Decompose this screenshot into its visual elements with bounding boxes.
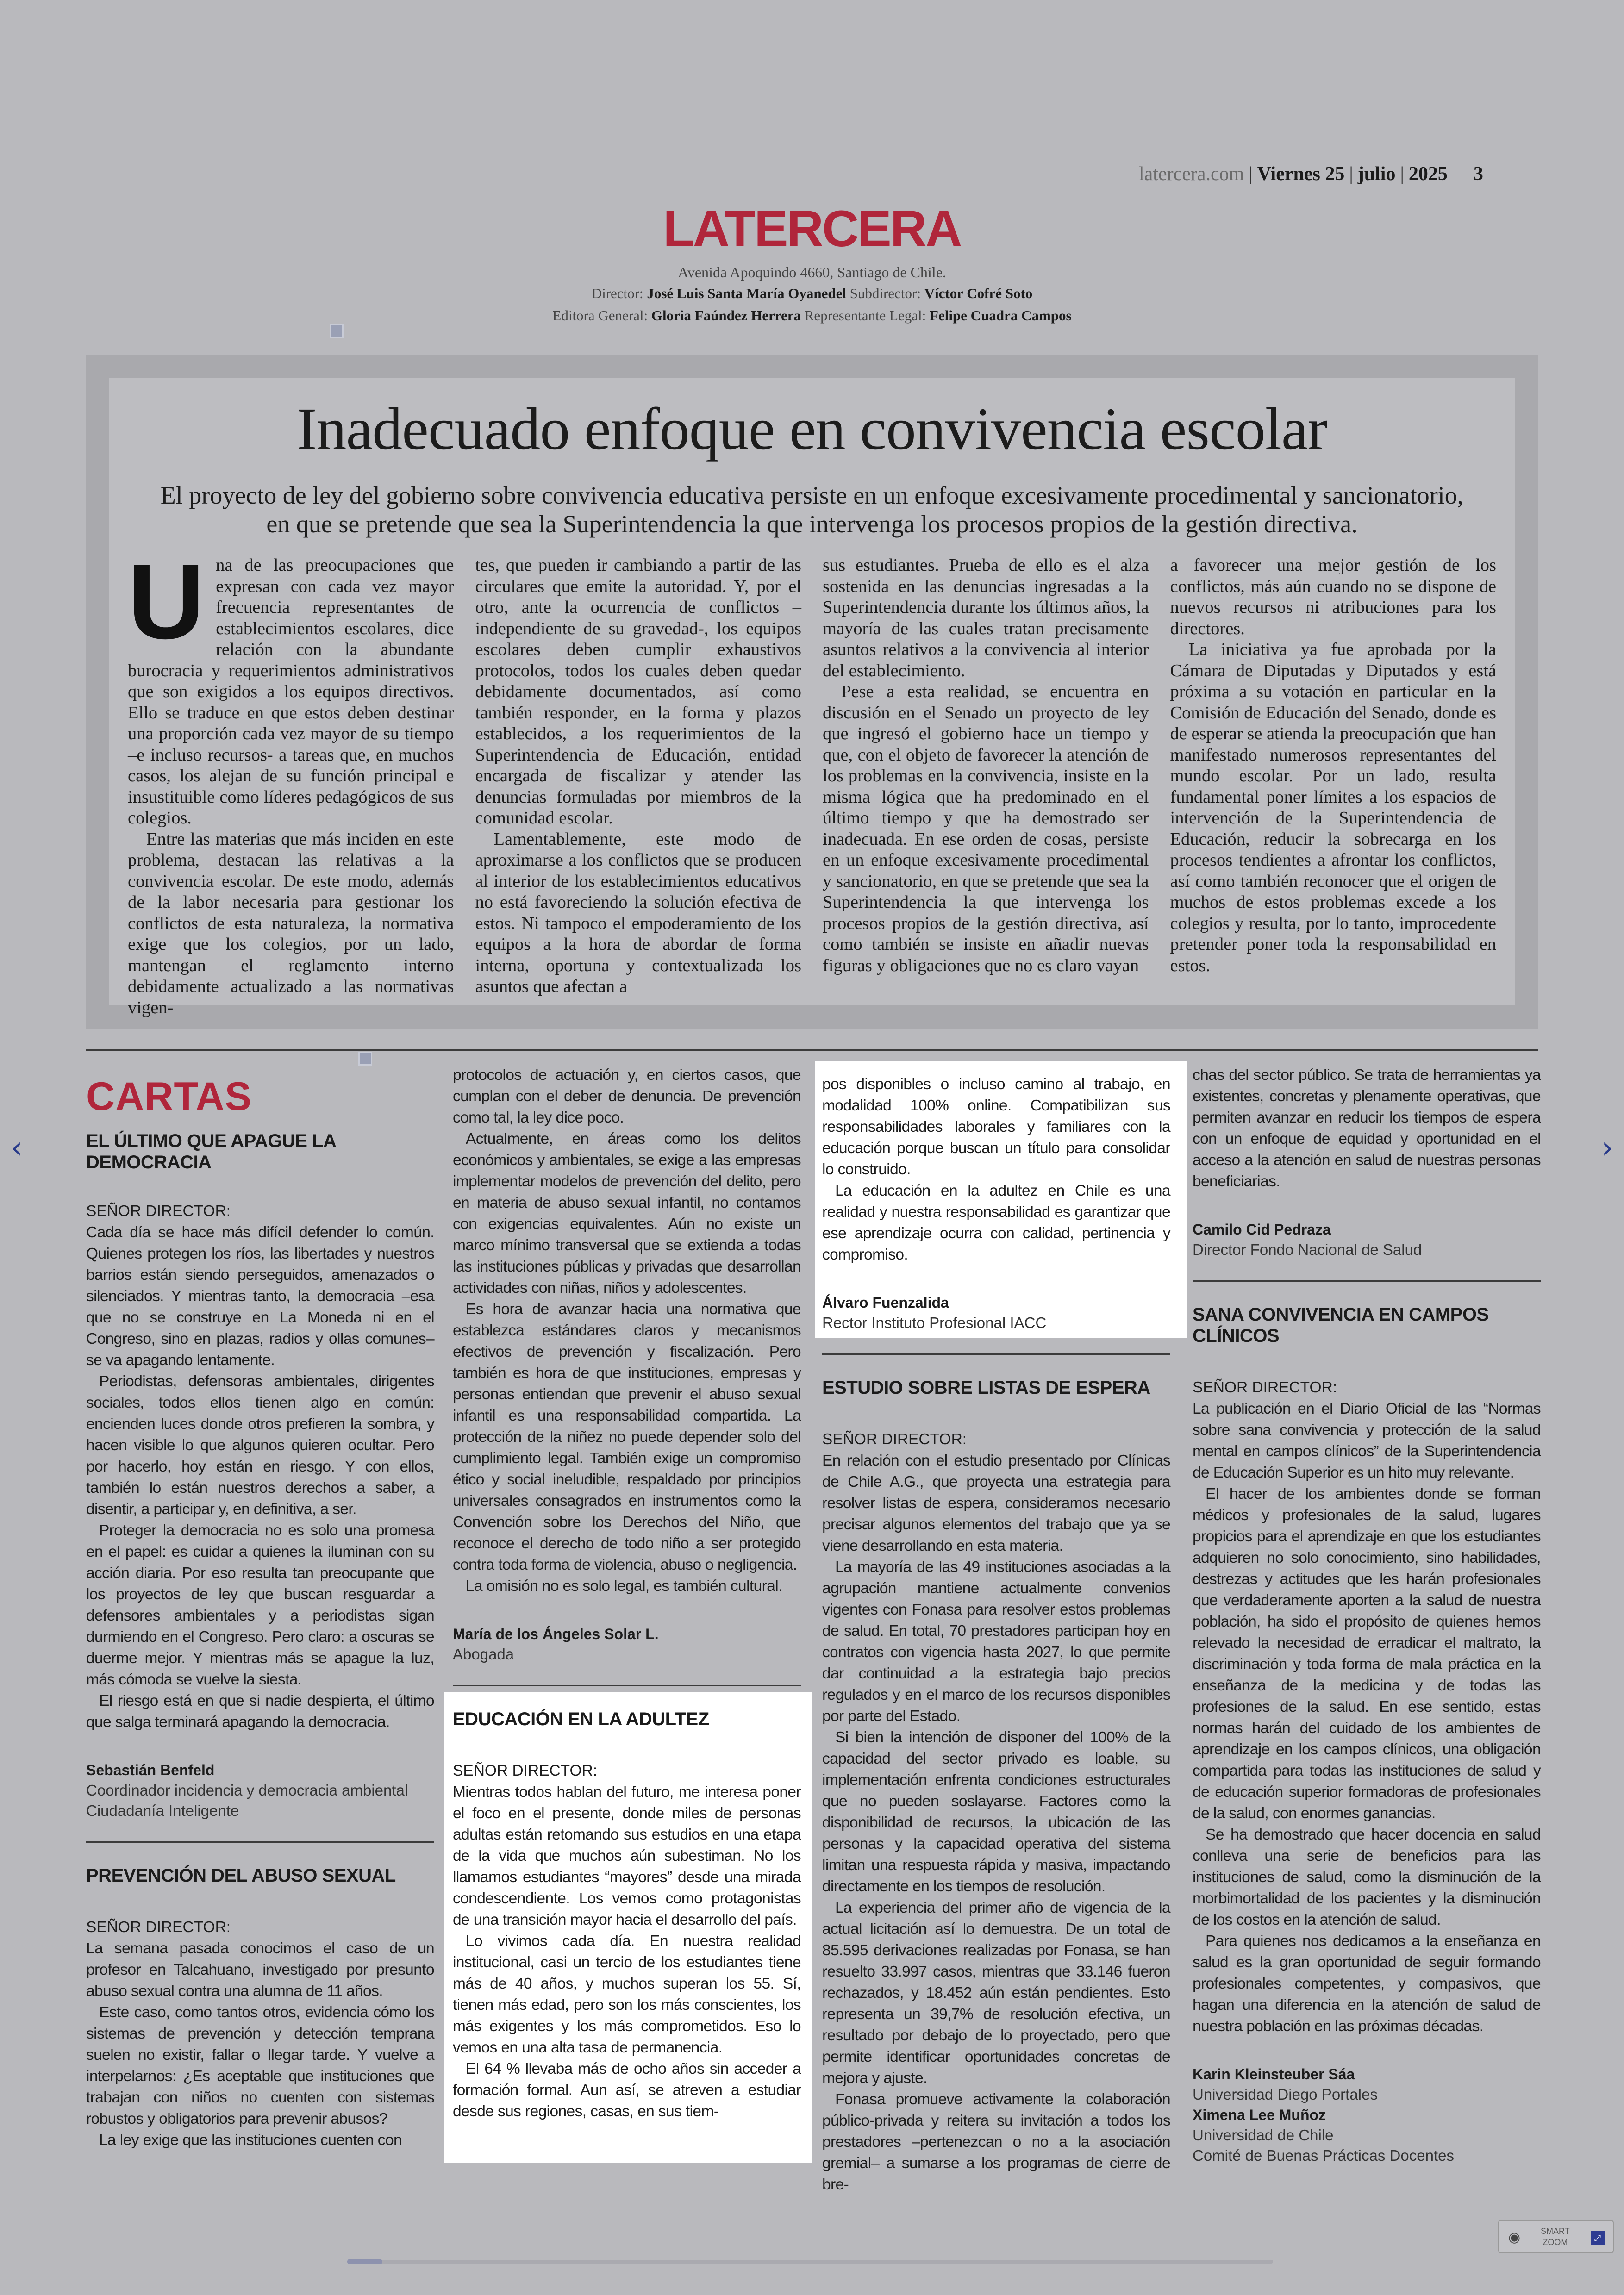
editorial-column-2: tes, que pueden ir cambiando a partir de las circulares que emite la autoridad. Y, por el otro, ante la ocurrencia de conflictos –independiente de su gravedad-, los equipos escolares deben cumplir exhaustivos protocolos, todos los cuales deben quedar debidamente documentados, así como también responder, en la forma y plazos establecidos, a los requerimientos de la Superintendencia de Educación, entidad encargada de fiscalizar y atender las denuncias formuladas por miembros de la comunidad escolar. Lamentablemente, este modo de aproximarse a los conflictos que se producen al interior de los establecimientos educativos no está favoreciendo la solución efectiva de estos. Ni tampoco el empoderamiento de los equipos a la hora de abordar de forma interna, oportuna y contextualizada los asuntos que afectan a	[475, 555, 801, 997]
newspaper-address: Avenida Apoquindo 4660, Santiago de Chile.	[678, 264, 946, 281]
letter-headline[interactable]: ESTUDIO SOBRE LISTAS DE ESPERA	[822, 1378, 1150, 1398]
issue-year: 2025	[1408, 163, 1448, 185]
director-name: José Luis Santa María Oyanedel	[647, 285, 846, 301]
zoom-toggle-icon: ⤢	[1591, 2231, 1605, 2245]
smart-zoom-button[interactable]: ◉ SMART ZOOM ⤢	[1498, 2220, 1614, 2253]
article-hotspot-icon[interactable]	[358, 1052, 372, 1066]
letter-signer-role: Universidad de Chile	[1193, 2127, 1334, 2144]
letter-signer-role: Ciudadanía Inteligente	[86, 1802, 239, 1819]
chevron-right-icon[interactable]: ›	[1601, 1131, 1613, 1165]
letter-signer: Sebastián Benfeld	[86, 1762, 215, 1778]
drop-cap: U	[128, 542, 205, 661]
cartas-column-1: CARTAS EL ÚLTIMO QUE APAGUE LA DEMOCRACIA SEÑOR DIRECTOR: Cada día se hace más difícil defender lo común. Quienes protegen los ríos, las libertades y nuestros barrios están siendo perseguidos, amenazados o silenciados. Y mientras tanto, la democracia –esa que no se construye en La Moneda ni en el Congreso, sino en plazas, radios y ollas comunes– se va apagando lentamente. Periodistas, defensoras ambientales, dirigentes sociales, todos ellos tienen algo en común: encienden luces donde otros prefieren la sombra, y hacen visible lo que algunos quieren ocultar. Pero por hacerlo, hoy están en riesgo. Y con ellos, también lo están nuestros derechos a saber, a disentir, a participar y, en definitiva, a ser. Proteger la democracia no es solo una promesa en el papel: es cuidar a quienes la iluminan con su acción diaria. Por eso resulta tan preocupante que los proyectos de ley que buscan resguardar a defensores ambientales y a periodistas sigan durmiendo en el Congreso. Pero claro: a oscuras se duerme mejor. Y mientras más se apague la luz, más cómoda se vuelve la siesta. El riesgo está en que si nadie despierta, el último que salga terminará apagando la democracia. Sebastián Benfeld Coordinador incidencia y democracia ambiental Ciudadanía Inteligente PREVENCIÓN DEL ABUSO SEXUAL SEÑOR DIRECTOR: La semana pasada conocimos el caso de un profesor en Talcahuano, investigado por presunto abuso sexual contra una alumna de 11 años. Este caso, como tantos otros, evidencia cómo los sistemas de prevención y detección temprana suelen no existir, fallar o llegar tarde. Y vuelve a interpelarnos: ¿Es aceptable que instituciones que trabajan con niños no cuenten con sistemas robustos y obligatorios para prevenir abusos? La ley exige que las instituciones cuenten con	[86, 1074, 434, 2149]
chevron-left-icon[interactable]: ‹	[11, 1131, 23, 1165]
letter-signer: Karin Kleinsteuber Sáa	[1193, 2066, 1355, 2083]
issue-month: julio	[1357, 163, 1396, 185]
letter-salutation: SEÑOR DIRECTOR:	[1193, 1379, 1337, 1396]
letter-salutation: SEÑOR DIRECTOR:	[86, 1919, 231, 1936]
cartas-section-title: CARTAS	[86, 1074, 252, 1119]
subdirector-name: Víctor Cofré Soto	[924, 285, 1033, 301]
page-scrollbar[interactable]	[347, 2260, 1273, 2264]
letter-signer: María de los Ángeles Solar L.	[453, 1626, 659, 1642]
editorial-column-1: Una de las preocupaciones que expresan con cada vez mayor frecuencia representantes de establecimientos escolares, dice relación con la abundante burocracia y requerimientos administrativos que son exigidos a los equipos directivos. Ello se traduce en que estos deben destinar una proporción cada vez mayor de su tiempo –e incluso recursos- a tareas que, en muchos casos, los alejan de su función principal e insustituible como líderes pedagógicos de sus colegios. Entre las materias que más inciden en este problema, destacan las relativas a la convivencia escolar. De este modo, además de la labor necesaria para gestionar los conflictos de esta naturaleza, la normativa exige que los colegios, por un lado, mantengan el reglamento interno debidamente actualizado a las normativas vigen-	[128, 542, 454, 1017]
masthead	[0, 200, 1624, 325]
issue-day: Viernes 25	[1257, 163, 1345, 185]
staff-line-1: Director: José Luis Santa María Oyanedel Subdirector: Víctor Cofré Soto	[591, 285, 1033, 301]
editor-name: Gloria Faúndez Herrera	[651, 307, 801, 324]
editorial-column-4: a favorecer una mejor gestión de los conflictos, más aún cuando no se dispone de nuevos recursos ni atribuciones para los directores. La iniciativa ya fue aprobada por la Cámara de Diputadas y Diputados y está próxima a su votación en particular en la Comisión de Educación del Senado, donde es de esperar se atienda la preocupación que han manifestado numerosos representantes del mundo escolar. Por un lado, resulta fundamental poner límites a los espacios de intervención de la Superintendencia de Educación, reducir la sobrecarga en los procesos tendientes a afrontar los conflictos, así como también reconocer que el origen de muchos de estos problemas excede a los colegios y resulta, por lo tanto, improcedente pretender poner toda la responsabilidad en estos.	[1170, 555, 1496, 975]
letter-signer-role: Coordinador incidencia y democracia ambiental	[86, 1782, 408, 1799]
article-hotspot-icon[interactable]	[330, 324, 344, 338]
section-divider	[86, 1049, 1538, 1051]
editorial-article[interactable]	[86, 355, 1538, 1029]
letter-headline[interactable]: PREVENCIÓN DEL ABUSO SEXUAL	[86, 1865, 396, 1886]
letter-signer: Ximena Lee Muñoz	[1193, 2107, 1326, 2123]
letter-salutation: SEÑOR DIRECTOR:	[86, 1203, 231, 1220]
letter-salutation: SEÑOR DIRECTOR:	[822, 1431, 967, 1448]
letter-signer-role: Abogada	[453, 1646, 514, 1663]
cartas-column-2: protocolos de actuación y, en ciertos casos, que cumplan con el deber de denuncia. De prevención como tal, la ley dice poco. Actualmente, en áreas como los delitos económicos y ambientales, se exige a las empresas implementar modelos de prevención del delito, pero en materia de abuso sexual infantil, no contamos con exigencias equivalentes. Aún no existe un marco mínimo transversal que se extienda a todas las instituciones públicas y privadas que desarrollan actividades con niñas, niños y adolescentes. Es hora de avanzar hacia una normativa que establezca estándares claros y mecanismos efectivos de prevención y fiscalización. Pero también es hora de que instituciones, empresas y personas entiendan que prevenir el abuso sexual infantil es una responsabilidad compartida. La protección de la niñez no puede depender solo del cumplimiento legal. También exige un compromiso ético y social ineludible, respaldado por principios universales consagrados en instrumentos como la Convención sobre los Derechos del Niño, que reconoce el derecho de todo niño a ser protegido contra toda forma de violencia, abuso o negligencia. La omisión no es solo legal, es también cultural. María de los Ángeles Solar L. Abogada EDUCACIÓN EN LA ADULTEZ SEÑOR DIRECTOR: Mientras todos hablan del futuro, me interesa poner el foco en el presente, donde miles de personas adultas están retomando sus estudios en una etapa de la vida que muchos aún subestiman. No los llamamos estudiantes “mayores” desde una mirada condescendiente. Los vemos como protagonistas de una transición mayor hacia el desarrollo del país. Lo vivimos cada día. En nuestra realidad institucional, casi un tercio de los estudiantes tiene más de 40 años, y muchos superan los 55. Sí, tienen más edad, pero son los más conscientes, los más exigentes y los más comprometidos. Eso lo vemos en una alta tasa de permanencia. El 64 % llevaba más de ocho años sin acceder a formación formal. Aun así, se atreven a estudiar desde sus regiones, casas, en sus tiem-	[453, 1066, 801, 2120]
letter-signer: Camilo Cid Pedraza	[1193, 1221, 1331, 1238]
newspaper-logo: LATERCERA	[663, 200, 961, 257]
letter-salutation: SEÑOR DIRECTOR:	[453, 1762, 598, 1779]
letter-divider	[453, 1685, 801, 1686]
cartas-column-4: chas del sector público. Se trata de herramientas ya existentes, concretas y plenamente operativas, que permiten avanzar en reducir los tiempos de espera con un enfoque de equidad y oportunidad en el acceso a la atención en salud de nuestras personas beneficiarias. Camilo Cid Pedraza Director Fondo Nacional de Salud SANA CONVIVENCIA EN CAMPOS CLÍNICOS SEÑOR DIRECTOR: La publicación en el Diario Oficial de las “Normas sobre sana convivencia y protección de la salud mental en campos clínicos” de la Superintendencia de Educación Superior es un hito muy relevante. El hacer de los ambientes donde se forman médicos y profesionales de la salud, lugares propicios para el aprendizaje en que los estudiantes adquieren no solo conocimiento, sino habilidades, destrezas y actitudes que les harán profesionales que verdaderamente aporten a la salud de nuestra población, ha sido el propósito de quienes hemos relevado la necesidad de erradicar el maltrato, la discriminación y toda forma de mala práctica en la enseñanza de la medicina y de todas las profesiones de la salud. En ese sentido, estas normas harán del cuidado de los ambientes de aprendizaje en los campos clínicos, una obligación compartida para todas las instituciones de salud y de educación superior formadoras de profesionales de la salud, con enormes ganancias. Se ha demostrado que hacer docencia en salud conlleva una serie de beneficios para las instituciones de salud, como la disminución de la morbimortalidad de los pacientes y la disminución de los costos en la atención de salud. Para quienes nos dedicamos a la enseñanza en salud es la gran oportunidad de seguir formando profesionales competentes, y compasivos, que hagan una diferencia en la atención de salud de nuestra población en las próximas décadas. Karin Kleinsteuber Sáa Universidad Diego Portales Ximena Lee Muñoz Universidad de Chile Comité de Buenas Prácticas Docentes	[1193, 1065, 1541, 2166]
letter-signer-role: Rector Instituto Profesional IACC	[822, 1314, 1047, 1331]
cartas-section	[86, 1065, 1541, 2193]
letter-divider	[1193, 1280, 1541, 1282]
editorial-column-3: sus estudiantes. Prueba de ello es el alza sostenida en las denuncias ingresadas a la Superintendencia durante los últimos años, la mayoría de las cuales tratan precisamente asuntos relativos a la convivencia al interior del establecimiento. Pese a esta realidad, se encuentra en discusión en el Senado un proyecto de ley que ingresó el gobierno hace un tiempo y que, con el objeto de favorecer la atención de los problemas en la convivencia, insiste en la misma lógica que ha predominado en el último tiempo y que ha demostrado ser inadecuada. En ese orden de cosas, persiste en un enfoque excesivamente procedimental y sancionatorio, en que se pretende que sea la Superintendencia la que intervenga los procesos propios de la gestión directiva, así como también se insiste en añadir nuevas figuras y obligaciones que no es claro vayan	[823, 555, 1149, 975]
letter-headline[interactable]: EDUCACIÓN EN LA ADULTEZ	[453, 1709, 709, 1729]
staff-line-2: Editora General: Gloria Faúndez Herrera Representante Legal: Felipe Cuadra Campos	[552, 307, 1072, 324]
cartas-column-3: pos disponibles o incluso camino al trabajo, en modalidad 100% online. Compatibilizan sus responsabilidades laborales y familiares con la educación porque buscan un título para consolidar lo construido. La educación en la adultez en Chile es una realidad y nuestra responsabilidad es garantizar que ese aprendizaje ocurra con calidad, pertinencia y compromiso. Álvaro Fuenzalida Rector Instituto Profesional IACC ESTUDIO SOBRE LISTAS DE ESPERA SEÑOR DIRECTOR: En relación con el estudio presentado por Clínicas de Chile A.G., que proyecta una estrategia para resolver listas de espera, consideramos necesario precisar algunos elementos del trabajo que ya se viene desarrollando en esta materia. La mayoría de las 49 instituciones asociadas a la agrupación mantiene actualmente convenios vigentes con Fonasa para resolver estos problemas de salud. En total, 70 prestadores participan hoy en contratos con vigencia hasta 2027, lo que permite dar continuidad a la estrategia bajo precios regulados y en el marco de los recursos disponibles por parte del Estado. Si bien la intención de disponer del 100% de la capacidad del sector privado es loable, su implementación enfrenta condiciones estructurales que no pueden soslayarse. Factores como la disponibilidad de recursos, la ubicación de las personas y la capacidad operativa del sistema limitan una respuesta rápida y masiva, impactando directamente en los tiempos de resolución. La experiencia del primer año de vigencia de la actual licitación así lo demuestra. De un total de 85.595 derivaciones realizadas por Fonasa, se han resuelto 33.997 casos, mientras que 33.146 fueron rechazados, y 18.452 aún están pendientes. Esto representa un 39,7% de resolución efectiva, un resultado por debajo de lo proyectado, pero que permite identificar oportunidades concretas de mejora y ajuste. Fonasa promueve activamente la colaboración público-privada y reitera su invitación a todos los prestadores –pertenezcan o no a la asociación gremial– a sumarse a los programas de cierre de bre-	[822, 1076, 1170, 2193]
letter-divider	[86, 1841, 434, 1843]
letter-headline[interactable]: SANA CONVIVENCIA EN CAMPOS CLÍNICOS	[1193, 1304, 1489, 1346]
legal-rep-name: Felipe Cuadra Campos	[930, 307, 1072, 324]
site-url: latercera.com	[1139, 163, 1244, 185]
letter-signer: Álvaro Fuenzalida	[822, 1294, 949, 1311]
eye-icon: ◉	[1508, 2230, 1521, 2245]
letter-signer-role: Director Fondo Nacional de Salud	[1193, 1241, 1422, 1258]
letter-headline[interactable]: EL ÚLTIMO QUE APAGUE LA DEMOCRACIA	[86, 1131, 336, 1172]
letter-signer-role: Universidad Diego Portales	[1193, 2086, 1378, 2103]
scrollbar-thumb[interactable]	[347, 2259, 382, 2264]
editorial-title: Inadecuado enfoque en convivencia escolar	[297, 396, 1327, 462]
page-header: latercera.com | Viernes 25 | julio | 2025 3	[1139, 163, 1483, 185]
editorial-body	[128, 542, 1496, 1018]
letter-signer-role: Comité de Buenas Prácticas Docentes	[1193, 2147, 1454, 2164]
editorial-subtitle: El proyecto de ley del gobierno sobre convivencia educativa persiste en un enfoque excesivamente procedimental y sancionatorio, en que se pretende que sea la Superintendencia la que intervenga los procesos propios de la gestión directiva.	[160, 481, 1464, 538]
page-number: 3	[1473, 163, 1483, 185]
letter-divider	[822, 1353, 1170, 1355]
